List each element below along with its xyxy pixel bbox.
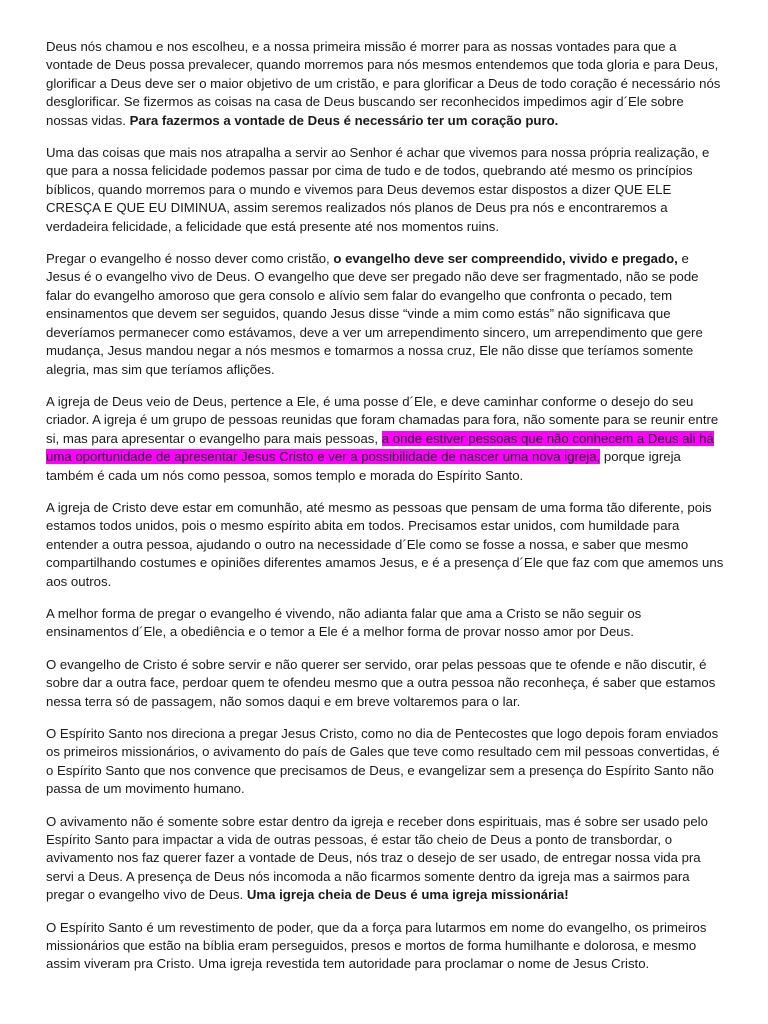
document-page (46, 38, 726, 988)
paragraph-text: O avivamento não é somente sobre estar dentro da igreja e receber dons espirituais, mas é sobre ser usado pelo Espírito Santo para impactar a vida de outras pessoas, é estar tão cheio de Deus a ponto de transbordar, o avivamento nos faz querer fazer a vontade de Deus, nós traz o desejo de ser usado, de entregar nossa vida pra servi a Deus. A presença de Deus nós incomoda a não ficarmos somente dentro da igreja mas a sairmos para pregar o evangelho vivo de Deus. (46, 813, 708, 903)
paragraph-text: porque igreja também é cada um nós como pessoa, somos templo e morada do Espírito Santo. (46, 449, 681, 483)
paragraph (46, 144, 726, 236)
paragraph-text: O Espírito Santo nos direciona a pregar Jesus Cristo, como no dia de Pentecostes que logo depois foram enviados os primeiros missionários, o avivamento do país de Gales que teve como resultado cem mil pessoas convertidas, é o Espírito Santo que nos convence que precisamos de Deus, e evangelizar sem a presença do Espírito Santo não passa de um movimento humano. (46, 726, 720, 797)
paragraph (46, 605, 726, 642)
paragraph (46, 813, 726, 905)
paragraph (46, 393, 726, 485)
bold-text: o evangelho deve ser compreendido, vivido e pregado, (333, 251, 678, 267)
paragraph (46, 250, 726, 379)
paragraph-text: A igreja de Cristo deve estar em comunhão, até mesmo as pessoas que pensam de uma forma tão diferente, pois estamos todos unidos, pois o mesmo espírito abita em todos. Precisamos estar unidos, com humildade para entender a outra pessoa, ajudando o outro na necessidade d´Ele como se fosse a nossa, e saber que mesmo compartilhando costumes e opiniões diferentes amamos Jesus, e é a presença d´Ele que faz com que amemos uns aos outros. (46, 499, 724, 589)
paragraph-text: O Espírito Santo é um revestimento de poder, que da a força para lutarmos em nome do evangelho, os primeiros missionários que estão na bíblia eram perseguidos, presos e mortos de forma humilhante e dolorosa, e mesmo assim viveram pra Cristo. Uma igreja revestida tem autoridade para proclamar o nome de Jesus Cristo. (46, 919, 707, 972)
paragraph-text: Pregar o evangelho é nosso dever como cristão, (46, 251, 334, 267)
paragraph (46, 725, 726, 799)
paragraph-text: e Jesus é o evangelho vivo de Deus. O evangelho que deve ser pregado não deve ser fragmentado, não se pode falar do evangelho amoroso que gera consolo e alívio sem falar do evangelho que confronta o pecado, tem ensinamentos que devem ser seguidos, quando Jesus disse “vinde a mim como estás” não significava que deveríamos permanecer como estávamos, deve a ver um arrependimento sincero, um arrependimento que gere mudança, Jesus mandou negar a nós mesmos e tomarmos a nossa cruz, Ele não disse que teríamos somente alegria, mas sim que teríamos aflições. (46, 251, 703, 377)
paragraph (46, 38, 726, 130)
paragraph (46, 656, 726, 711)
paragraph (46, 499, 726, 591)
paragraph-text: A melhor forma de pregar o evangelho é vivendo, não adianta falar que ama a Cristo se não seguir os ensinamentos d´Ele, a obediência e o temor a Ele é a melhor forma de provar nosso amor por Deus. (46, 605, 642, 640)
bold-text: Para fazermos a vontade de Deus é necessário ter um coração puro. (129, 112, 559, 128)
paragraph-text: Uma das coisas que mais nos atrapalha a servir ao Senhor é achar que vivemos para nossa própria realização, e que para a nossa felicidade podemos passar por cima de tudo e de todos, quebrando até mesmo os princípios bíblicos, quando morremos para o mundo e vivemos para Deus devemos estar dispostos a dizer QUE ELE CRESÇA E QUE EU DIMINUA, assim seremos realizados nós planos de Deus pra nós e encontraremos a verdadeira felicidade, a felicidade que está presente até nos momentos ruins. (46, 145, 710, 234)
paragraph-text: A igreja de Deus veio de Deus, pertence a Ele, é uma posse d´Ele, e deve caminhar conforme o desejo do seu criador. A igreja é um grupo de pessoas reunidas que foram chamadas para fora, não somente para se reunir entre si, mas para apresentar o evangelho para mais pessoas, (46, 393, 719, 446)
bold-text: Uma igreja cheia de Deus é uma igreja missionária! (246, 887, 569, 903)
paragraph-text: O evangelho de Cristo é sobre servir e não querer ser servido, orar pelas pessoas que te ofende e não discutir, é sobre dar a outra face, perdoar quem te ofendeu mesmo que a outra pessoa não reconheça, é saber que estamos nessa terra só de passagem, não somos daqui e em breve voltaremos para o lar. (46, 656, 716, 709)
paragraph (46, 919, 726, 974)
paragraph-text: Deus nós chamou e nos escolheu, e a nossa primeira missão é morrer para as nossas vontades para que a vontade de Deus possa prevalecer, quando morremos para nós mesmos entendemos que toda gloria e para Deus, glorificar a Deus deve ser o maior objetivo de um cristão, e para glorificar a Deus de todo coração é necessário nós desglorificar. Se fizermos as coisas na casa de Deus buscando ser reconhecidos impedimos agir d´Ele sobre nossas vidas. (46, 39, 721, 128)
highlighted-text: a onde estiver pessoas que não conhecem a Deus ali há uma oportunidade de apresentar Jesus Cristo e ver a possibilidade de nascer uma nova igreja, (46, 430, 714, 465)
